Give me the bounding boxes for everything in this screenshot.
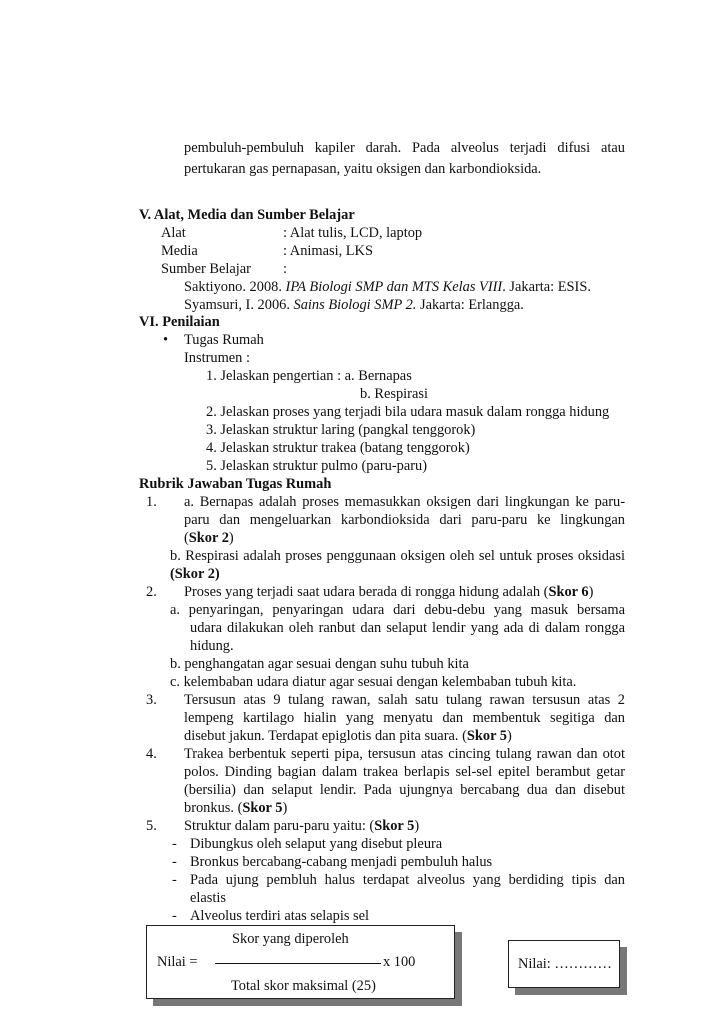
alat-value: : Alat tulis, LCD, laptop bbox=[283, 225, 423, 241]
question-1b: b. Respirasi bbox=[360, 386, 428, 402]
reference-1: Saktiyono. 2008. IPA Biologi SMP dan MTS Kelas VIII. Jakarta: ESIS. bbox=[184, 279, 591, 295]
answer-5-line-1: Struktur dalam paru-paru yaitu: (Skor 5) bbox=[184, 818, 420, 834]
answer-2a-line-1: a. penyaringan, penyaringan udara dari debu-debu yang masuk bersama bbox=[170, 602, 625, 618]
answer-2a-line-2: udara dilakukan oleh ranbut dan selaput lendir yang ada di dalam rongga bbox=[190, 620, 625, 636]
dash-1: - bbox=[172, 836, 177, 852]
answer-5-item-4: Alveolus terdiri atas selapis sel bbox=[190, 908, 370, 924]
intro-line-2: pertukaran gas pernapasan, yaitu oksigen dan karbondioksida. bbox=[184, 161, 542, 177]
answer-4-line-3: (bersilia) dan selaput lendir. Pada ujungnya bercabang dua dan disebut bbox=[184, 782, 625, 798]
nilai-box bbox=[508, 940, 620, 988]
answer-2b: b. penghangatan agar sesuai dengan suhu tubuh kita bbox=[170, 656, 469, 672]
answer-2c: c. kelembaban udara diatur agar sesuai dengan kelembaban tubuh kita. bbox=[170, 674, 577, 690]
dash-2: - bbox=[172, 854, 177, 870]
dash-4: - bbox=[172, 908, 177, 924]
reference-2: Syamsuri, I. 2006. Sains Biologi SMP 2. Jakarta: Erlangga. bbox=[184, 297, 524, 313]
answer-2-line-1: Proses yang terjadi saat udara berada di rongga hidung adalah (Skor 6) bbox=[184, 584, 594, 600]
instrumen-label: Instrumen : bbox=[184, 350, 250, 366]
answer-3-line-1: Tersusun atas 9 tulang rawan, salah satu tulang rawan tersusun atas 2 bbox=[184, 692, 625, 708]
question-4: 4. Jelaskan struktur trakea (batang tenggorok) bbox=[206, 440, 470, 456]
answer-3-number: 3. bbox=[146, 692, 157, 708]
answer-5-item-3-line-2: elastis bbox=[190, 890, 226, 906]
fraction-bar bbox=[215, 963, 381, 964]
question-2: 2. Jelaskan proses yang terjadi bila udara masuk dalam rongga hidung bbox=[206, 404, 610, 420]
question-1: 1. Jelaskan pengertian : a. Bernapas bbox=[206, 368, 412, 384]
sumber-value: : bbox=[283, 261, 287, 277]
answer-1a-score: (Skor 2) bbox=[184, 530, 234, 546]
rubrik-heading: Rubrik Jawaban Tugas Rumah bbox=[139, 476, 332, 492]
media-label: Media bbox=[161, 243, 198, 259]
formula-numerator: Skor yang diperoleh bbox=[232, 931, 349, 947]
answer-5-item-2: Bronkus bercabang-cabang menjadi pembuluh halus bbox=[190, 854, 493, 870]
answer-4-line-1: Trakea berbentuk seperti pipa, tersusun atas cincing tulang rawan dan otot bbox=[184, 746, 625, 762]
question-5: 5. Jelaskan struktur pulmo (paru-paru) bbox=[206, 458, 427, 474]
answer-1b-score: (Skor 2) bbox=[170, 566, 220, 582]
answer-5-number: 5. bbox=[146, 818, 157, 834]
answer-2-number: 2. bbox=[146, 584, 157, 600]
alat-label: Alat bbox=[161, 225, 186, 241]
question-3: 3. Jelaskan struktur laring (pangkal tenggorok) bbox=[206, 422, 476, 438]
intro-line-1: pembuluh-pembuluh kapiler darah. Pada alveolus terjadi difusi atau bbox=[184, 140, 625, 156]
tugas-rumah: Tugas Rumah bbox=[184, 332, 264, 348]
answer-1-number: 1. bbox=[146, 494, 157, 510]
section-vi-heading: VI. Penilaian bbox=[139, 314, 220, 330]
section-v-heading: V. Alat, Media dan Sumber Belajar bbox=[139, 207, 355, 223]
answer-5-item-3-line-1: Pada ujung pembluh halus terdapat alveolus yang berdiding tipis dan bbox=[190, 872, 625, 888]
answer-1a-line-1: a. Bernapas adalah proses memasukkan oksigen dari lingkungan ke paru- bbox=[184, 494, 625, 510]
answer-2a-line-3: hidung. bbox=[190, 638, 234, 654]
answer-5-item-1: Dibungkus oleh selaput yang disebut pleura bbox=[190, 836, 443, 852]
answer-4-number: 4. bbox=[146, 746, 157, 762]
sumber-label: Sumber Belajar bbox=[161, 261, 251, 277]
nilai-field: Nilai: ………… bbox=[518, 956, 612, 972]
answer-4-line-2: polos. Dinding bagian dalam trakea berlapis sel-sel epitel berambut getar bbox=[184, 764, 625, 780]
answer-1a-line-2: paru dan mengeluarkan karbondioksida dari paru-paru ke lingkungan bbox=[184, 512, 625, 528]
answer-1b-line-1: b. Respirasi adalah proses penggunaan oksigen oleh sel untuk proses oksidasi bbox=[170, 548, 625, 564]
answer-3-line-3: disebut jakun. Terdapat epiglotis dan pita suara. (Skor 5) bbox=[184, 728, 512, 744]
bullet-icon: • bbox=[163, 332, 169, 348]
answer-3-line-2: lempeng kartilago hialin yang menyatu dan membentuk segitiga dan bbox=[184, 710, 625, 726]
formula-denominator: Total skor maksimal (25) bbox=[231, 978, 376, 994]
dash-3: - bbox=[172, 872, 177, 888]
media-value: : Animasi, LKS bbox=[283, 243, 373, 259]
formula-times-100: x 100 bbox=[383, 954, 416, 970]
nilai-equals-label: Nilai = bbox=[157, 954, 198, 970]
answer-4-line-4: bronkus. (Skor 5) bbox=[184, 800, 288, 816]
score-formula-box bbox=[146, 925, 455, 999]
